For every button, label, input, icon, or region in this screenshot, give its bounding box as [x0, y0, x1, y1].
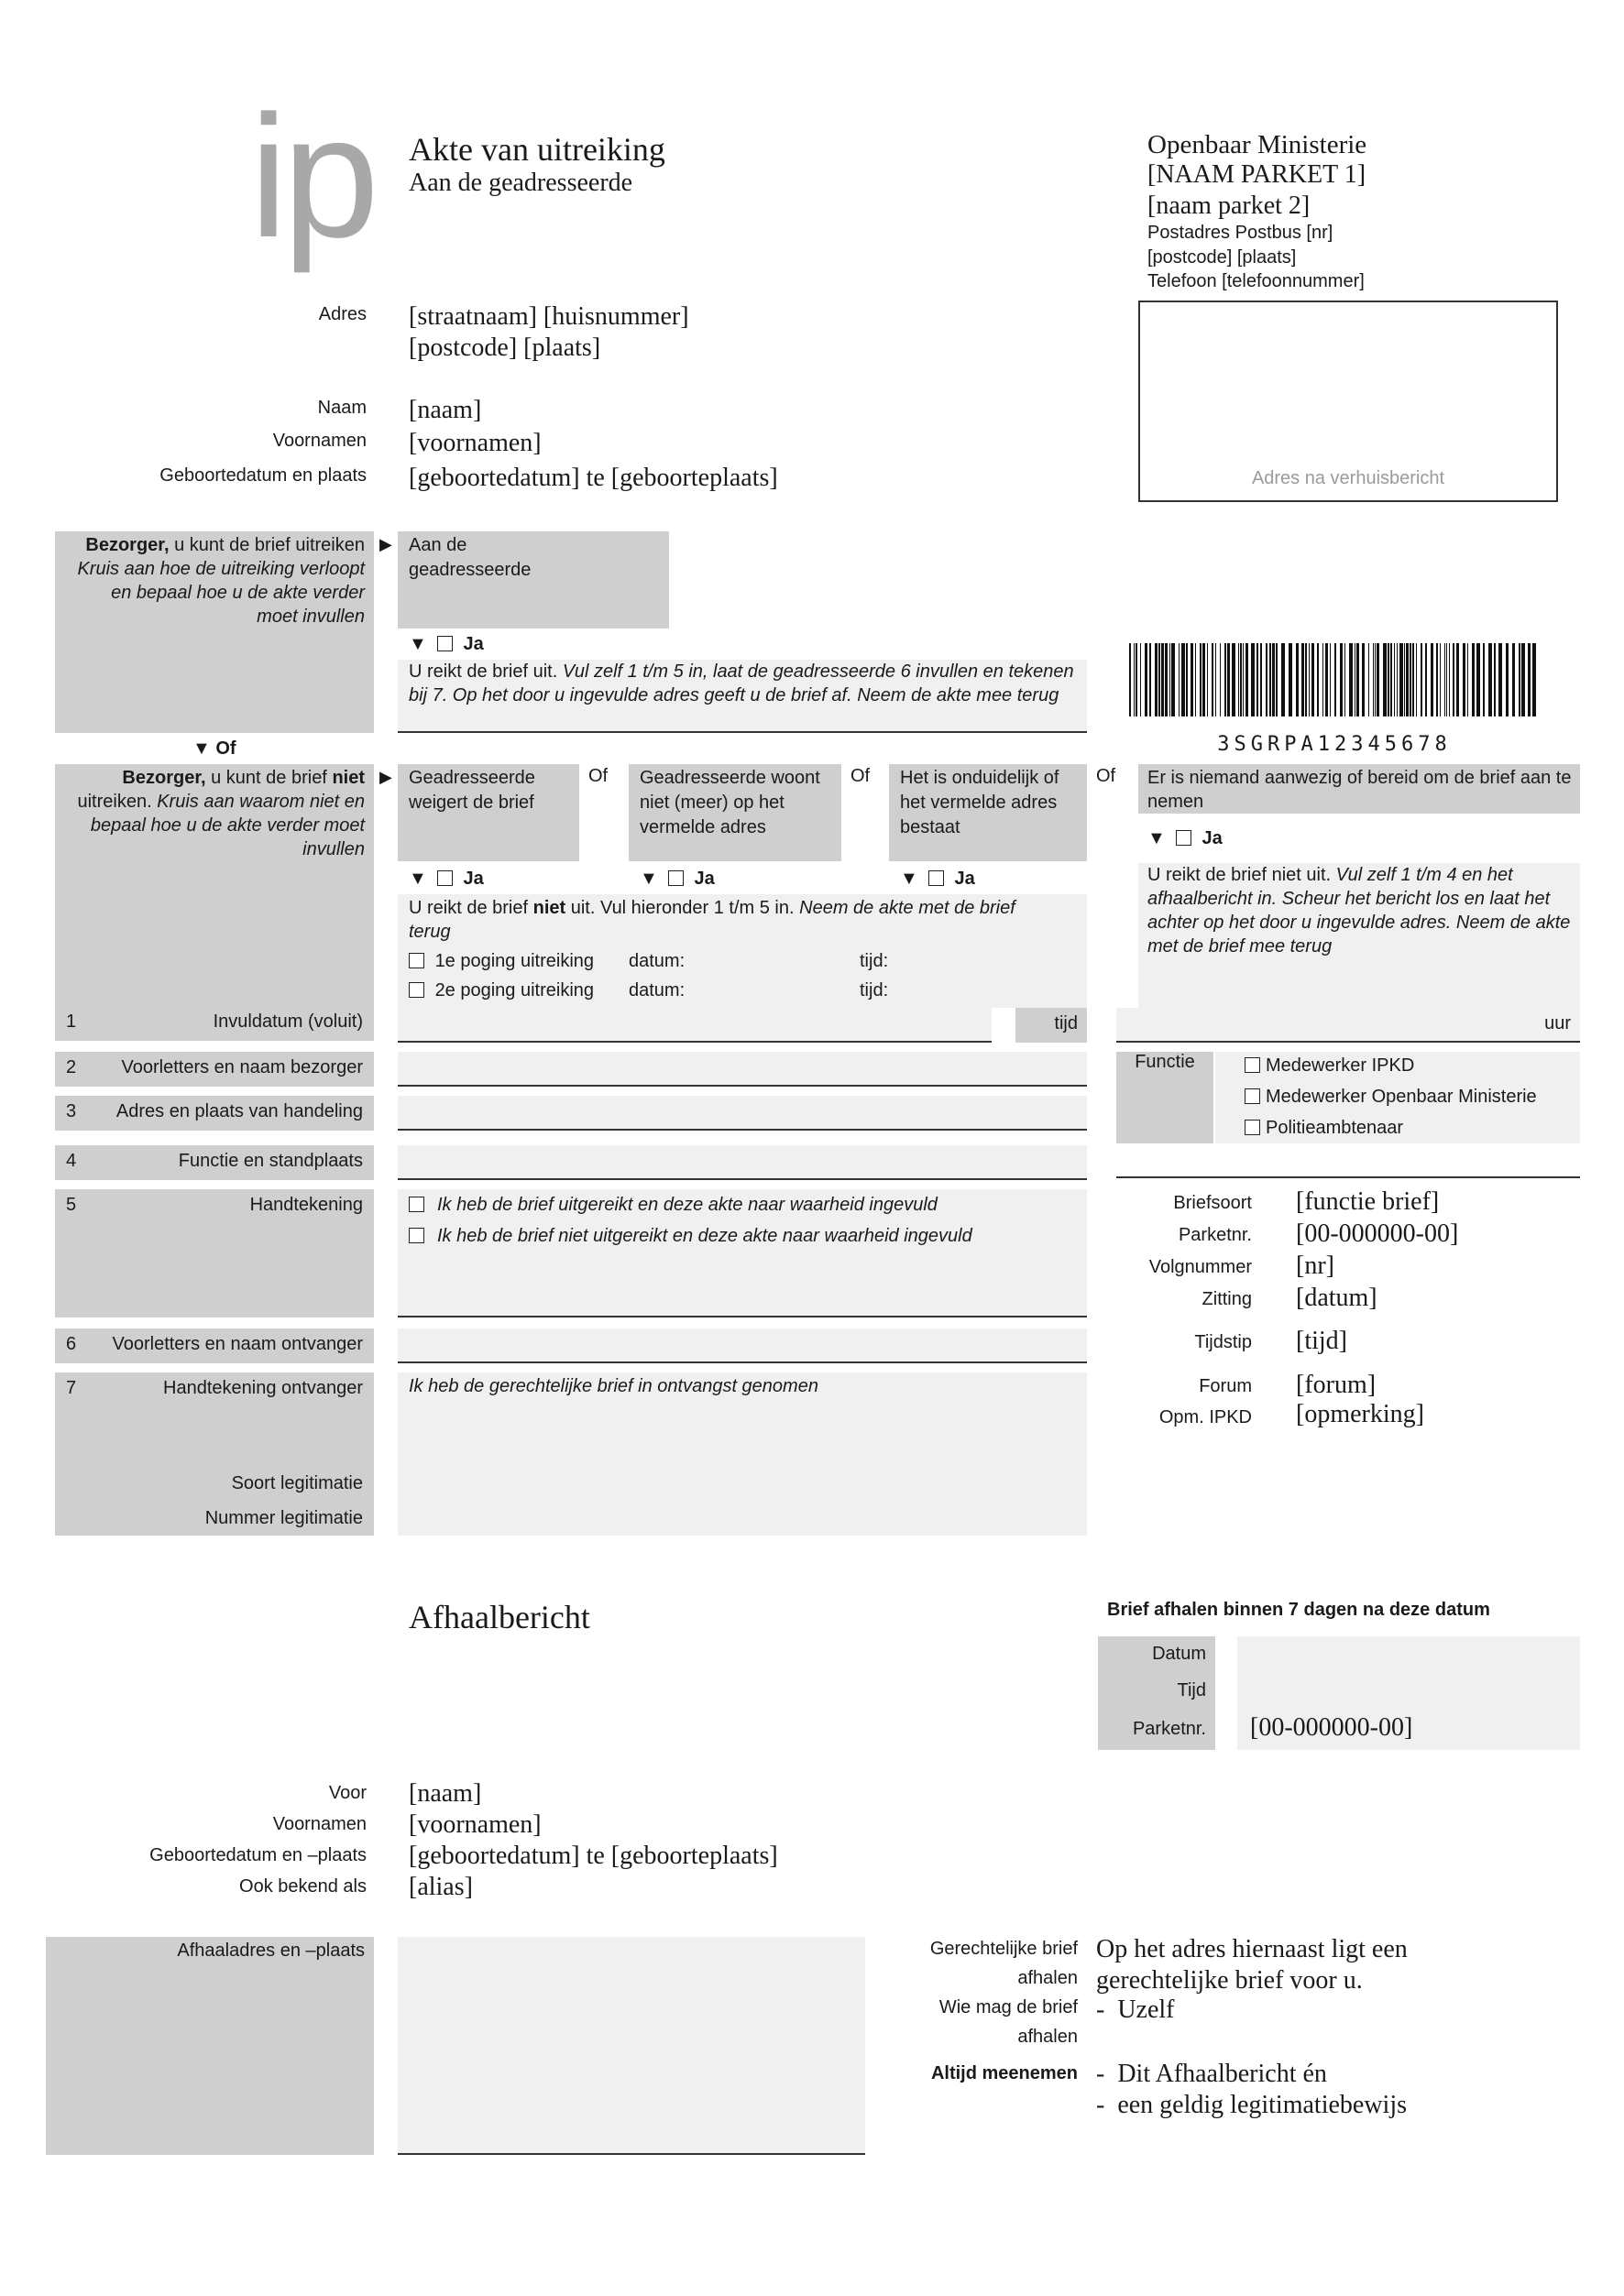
barcode-bar — [1373, 643, 1374, 716]
divider — [398, 1129, 1087, 1131]
barcode-bar — [1449, 643, 1450, 716]
voornamen-label: Voornamen — [272, 431, 367, 451]
row-5-number: 5 — [66, 1195, 77, 1215]
row-6-label — [55, 1328, 374, 1363]
poging-1-label: 1e poging uitreiking — [434, 951, 595, 971]
afhaalbericht-title: Afhaalbericht — [409, 1599, 590, 1635]
handtekening-opt-1[interactable] — [409, 1195, 938, 1216]
barcode-bar — [1276, 643, 1278, 716]
barcode-bar — [1436, 643, 1438, 716]
afhaal-label-box — [1098, 1636, 1215, 1750]
barcode-bar — [1394, 643, 1395, 716]
barcode-bar — [1158, 643, 1160, 716]
instr-b-italic: Neem de akte met de brief terug — [409, 898, 1015, 942]
ja-checkbox-b3[interactable] — [900, 869, 975, 890]
divider — [398, 1041, 992, 1043]
barcode-bar — [1195, 643, 1196, 716]
barcode-bar — [1260, 643, 1262, 716]
arrow-right-icon: ▶ — [379, 535, 392, 553]
barcode-bar — [1171, 643, 1175, 716]
bezorger-label-b: Bezorger, — [122, 768, 206, 788]
barcode-bar — [1368, 643, 1369, 716]
barcode-bar — [1296, 643, 1299, 716]
bezorger-label: Bezorger, — [85, 535, 170, 555]
barcode — [1129, 643, 1540, 716]
barcode-bar — [1476, 643, 1480, 716]
row-4-label — [55, 1145, 374, 1180]
handtekening-field[interactable] — [398, 1189, 1087, 1316]
option-woont-niet[interactable] — [629, 764, 841, 861]
voor-value: [naam] — [409, 1779, 482, 1808]
barcode-bar — [1256, 643, 1258, 716]
opm-label: Opm. IPKD — [1158, 1407, 1252, 1427]
bezorger-text-b1: u kunt de brief — [205, 768, 333, 788]
barcode-bar — [1305, 643, 1307, 716]
barcode-bar — [1506, 643, 1509, 716]
ja-checkbox-b4[interactable] — [1147, 828, 1223, 849]
barcode-bar — [1344, 643, 1345, 716]
option-onduidelijk-label: Het is onduidelijk of het vermelde adres bestaat — [900, 768, 1059, 837]
zitting-label: Zitting — [1202, 1289, 1252, 1309]
barcode-bar — [1388, 643, 1389, 716]
instruction-uitreiken — [398, 660, 1087, 731]
adres-line-2: [postcode] [plaats] — [409, 333, 601, 362]
functie-options — [1215, 1052, 1580, 1143]
option-niemand-label: Er is niemand aanwezig of bereid om de brief aan te nemen — [1147, 768, 1572, 812]
option-aan-geadresseerde[interactable] — [398, 531, 669, 629]
ja-checkbox-b2[interactable] — [640, 869, 715, 890]
alias-value: [alias] — [409, 1873, 473, 1901]
divider — [1116, 1041, 1580, 1043]
of-label-b3: Of — [1096, 766, 1116, 786]
altijd-1-value: Dit Afhaalbericht én — [1117, 2060, 1327, 2088]
barcode-bar — [1186, 643, 1188, 716]
adres-handeling-field[interactable] — [398, 1096, 1087, 1129]
afhaal-voornamen-value: [voornamen] — [409, 1810, 542, 1839]
handtekening-opt-2[interactable] — [409, 1226, 972, 1247]
barcode-bar — [1227, 643, 1230, 716]
afhaal-value-box[interactable] — [1237, 1636, 1580, 1750]
barcode-bar — [1330, 643, 1331, 716]
barcode-bar — [1512, 643, 1515, 716]
altijd-2: - een geldig legitimatiebewijs — [1096, 2091, 1408, 2119]
barcode-bar — [1224, 643, 1226, 716]
barcode-bar — [1431, 643, 1433, 716]
afhaal-voornamen-label: Voornamen — [272, 1814, 367, 1834]
instruction-niet-uitreiken — [398, 894, 1087, 1008]
barcode-bar — [1390, 643, 1392, 716]
tijdstip-value: [tijd] — [1296, 1327, 1347, 1355]
functie-politie[interactable] — [1245, 1118, 1403, 1139]
checkbox-icon — [437, 870, 453, 886]
ja-label: Ja — [463, 634, 484, 654]
nummer-legitimatie-label: Nummer legitimatie — [204, 1508, 363, 1528]
afhaal-parketnr-value: [00-000000-00] — [1250, 1713, 1413, 1742]
ger-brief-label-1: Gerechtelijke brief — [929, 1939, 1078, 1959]
parketnr-label: Parketnr. — [1178, 1225, 1252, 1245]
afhaal-geboorte-value: [geboortedatum] te [geboorteplaats] — [409, 1842, 778, 1870]
barcode-bar — [1334, 643, 1336, 716]
barcode-bar — [1519, 643, 1520, 716]
barcode-bar — [1322, 643, 1323, 716]
barcode-bar — [1467, 643, 1468, 716]
divider — [398, 2153, 865, 2155]
invuldatum-field[interactable] — [398, 1008, 992, 1043]
poging-2[interactable] — [409, 980, 594, 1001]
functie-om-label: Medewerker Openbaar Ministerie — [1266, 1087, 1537, 1107]
bezorger-uitreiken-panel — [55, 531, 374, 733]
barcode-bar — [1145, 643, 1147, 716]
row-4-number: 4 — [66, 1151, 77, 1171]
ip-logo: ip — [249, 80, 374, 274]
checkbox-icon — [1245, 1120, 1260, 1135]
row-5-label — [55, 1189, 374, 1317]
naam-value: [naam] — [409, 396, 482, 424]
wie-label-1: Wie mag de brief — [938, 1997, 1078, 2017]
divider — [398, 1178, 1087, 1180]
row-7-label — [55, 1372, 374, 1536]
poging-1-tijd: tijd: — [860, 951, 889, 971]
divider — [1116, 1176, 1580, 1178]
uur-field[interactable] — [1116, 1008, 1580, 1043]
divider — [398, 731, 1087, 733]
barcode-bar — [1483, 643, 1485, 716]
checkbox-icon — [668, 870, 684, 886]
barcode-bar — [1136, 643, 1137, 716]
functie-standplaats-field[interactable] — [398, 1145, 1087, 1178]
bezorger-uitreiken-instruction: Kruis aan hoe de uitreiking verloopt en bepaal hoe u de akte verder moet invullen — [77, 559, 365, 627]
barcode-bar — [1191, 643, 1193, 716]
barcode-bar — [1309, 643, 1310, 716]
checkbox-icon — [437, 636, 453, 651]
arrow-right-icon: ▶ — [379, 768, 392, 786]
uur-label: uur — [1544, 1013, 1571, 1033]
forum-label: Forum — [1199, 1376, 1252, 1396]
ja-label: Ja — [463, 869, 484, 889]
barcode-bar — [1220, 643, 1221, 716]
barcode-bar — [1140, 643, 1141, 716]
tijd-label-box — [1015, 1008, 1087, 1043]
row-2-number: 2 — [66, 1057, 77, 1077]
barcode-bar — [1440, 643, 1441, 716]
ja-label: Ja — [954, 869, 975, 889]
afhaal-datum-label: Datum — [1152, 1644, 1206, 1664]
briefsoort-label: Briefsoort — [1173, 1193, 1252, 1213]
barcode-bar — [1488, 643, 1492, 716]
barcode-bar — [1498, 643, 1502, 716]
naam-bezorger-field[interactable] — [398, 1052, 1087, 1085]
volgnummer-label: Volgnummer — [1148, 1257, 1252, 1277]
alias-label: Ook bekend als — [239, 1876, 367, 1897]
afhaaladres-label: Afhaaladres en –plaats — [177, 1941, 365, 1961]
bezorger-uitreiken-text: u kunt de brief uitreiken — [169, 535, 365, 555]
afhaaladres-label-box — [46, 1937, 374, 2155]
barcode-bar — [1453, 643, 1454, 716]
barcode-bar — [1232, 643, 1235, 716]
row-6-number: 6 — [66, 1334, 77, 1354]
opm-value: [opmerking] — [1296, 1400, 1424, 1428]
barcode-bar — [1325, 643, 1328, 716]
barcode-bar — [1238, 643, 1239, 716]
adres-na-verhuisbericht: Adres na verhuisbericht — [1251, 468, 1445, 488]
of-label-a — [192, 738, 236, 760]
soort-legitimatie-label: Soort legitimatie — [231, 1473, 363, 1493]
poging-1[interactable] — [409, 951, 594, 972]
briefsoort-value: [functie brief] — [1296, 1187, 1440, 1216]
checkbox-icon — [409, 953, 424, 968]
checkbox-icon — [1176, 830, 1191, 846]
poging-2-datum: datum: — [629, 980, 686, 1000]
row-7-text: Handtekening ontvanger — [163, 1378, 363, 1398]
barcode-bar — [1161, 643, 1164, 716]
voornamen-value: [voornamen] — [409, 429, 542, 457]
geboorte-value: [geboortedatum] te [geboorteplaats] — [409, 464, 778, 492]
barcode-bar — [1375, 643, 1376, 716]
org-name: Openbaar Ministerie — [1147, 130, 1367, 159]
ja-checkbox-a[interactable] — [409, 634, 484, 655]
functie-politie-label: Politieambtenaar — [1266, 1118, 1404, 1138]
barcode-bar — [1289, 643, 1292, 716]
barcode-bar — [1349, 643, 1353, 716]
barcode-bar — [1155, 643, 1158, 716]
option-onduidelijk[interactable] — [889, 764, 1087, 861]
option-weigert-label: Geadresseerde weigert de brief — [409, 768, 535, 813]
barcode-bar — [1207, 643, 1208, 716]
parketnr-value: [00-000000-00] — [1296, 1219, 1459, 1248]
barcode-bar — [1412, 643, 1414, 716]
arrow-down-icon: ▼ — [192, 738, 211, 759]
barcode-bar — [1165, 643, 1168, 716]
row-1-text: Invuldatum (voluit) — [213, 1011, 363, 1032]
functie-om[interactable] — [1245, 1087, 1537, 1108]
handtekening-opt-1-label: Ik heb de brief uitgereikt en deze akte naar waarheid ingevuld — [437, 1195, 938, 1215]
poging-2-label: 2e poging uitreiking — [434, 980, 595, 1000]
handtekening-opt-2-label: Ik heb de brief niet uitgereikt en deze akte naar waarheid ingevuld — [437, 1226, 972, 1246]
row-3-label — [55, 1096, 374, 1131]
functie-label: Functie — [1135, 1052, 1195, 1072]
handtekening-ontvanger-field[interactable] — [398, 1372, 1087, 1536]
barcode-bar — [1281, 643, 1285, 716]
checkbox-icon — [928, 870, 944, 886]
document-title: Akte van uitreiking — [409, 131, 665, 168]
barcode-bar — [1472, 643, 1475, 716]
of-label-b1: Of — [588, 766, 609, 786]
barcode-bar — [1240, 643, 1242, 716]
barcode-bar — [1200, 643, 1202, 716]
divider — [398, 1361, 1087, 1363]
instr4-normal: U reikt de brief niet uit. — [1147, 865, 1336, 885]
barcode-bar — [1266, 643, 1267, 716]
barcode-bar — [1311, 643, 1314, 716]
altijd-2-value: een geldig legitimatiebewijs — [1117, 2091, 1408, 2119]
checkbox-icon — [1245, 1057, 1260, 1073]
barcode-bar — [1456, 643, 1459, 716]
poging-2-tijd: tijd: — [860, 980, 889, 1000]
of-text: Of — [215, 738, 236, 759]
row-7-number: 7 — [66, 1378, 77, 1398]
barcode-bar — [1243, 643, 1244, 716]
ontvangst-text: Ik heb de gerechtelijke brief in ontvangst genomen — [409, 1376, 818, 1396]
niet-bold: niet — [332, 768, 365, 788]
checkbox-icon — [409, 982, 424, 998]
row-3-number: 3 — [66, 1101, 77, 1121]
barcode-bar — [1129, 643, 1131, 716]
ger-brief-label-2: afhalen — [1017, 1968, 1078, 1988]
arrow-down-icon: ▼ — [409, 634, 427, 654]
tijdstip-label: Tijdstip — [1194, 1332, 1252, 1352]
row-1-number: 1 — [66, 1011, 77, 1032]
tijd-label: tijd — [1054, 1013, 1078, 1033]
option-niemand[interactable] — [1138, 764, 1580, 814]
barcode-bar — [1377, 643, 1379, 716]
barcode-bar — [1215, 643, 1216, 716]
instr4-italic: Vul zelf 1 t/m 4 en het afhaalbericht in. Scheur het bericht los en laat het achter op het door u ingevulde adres. Neem de akte met de brief mee terug — [1147, 865, 1571, 957]
ja-checkbox-b1[interactable] — [409, 869, 484, 890]
afhaal-tijd-label: Tijd — [1177, 1680, 1206, 1700]
altijd-1: - Dit Afhaalbericht én — [1096, 2060, 1327, 2088]
parket-1: [NAAM PARKET 1] — [1147, 160, 1366, 189]
barcode-bar — [1134, 643, 1135, 716]
arrow-down-icon: ▼ — [409, 869, 427, 889]
barcode-bar — [1494, 643, 1496, 716]
barcode-bar — [1446, 643, 1447, 716]
arrow-down-icon: ▼ — [1147, 828, 1166, 848]
barcode-bar — [1340, 643, 1343, 716]
barcode-bar — [1317, 643, 1319, 716]
barcode-bar — [1272, 643, 1275, 716]
ger-brief-text-2: gerechtelijke brief voor u. — [1096, 1966, 1363, 1995]
barcode-bar — [1269, 643, 1271, 716]
bezorger-niet-instruction: Kruis aan waarom niet en bepaal hoe u de akte verder moet invullen — [90, 792, 365, 859]
naam-label: Naam — [317, 398, 367, 418]
barcode-bar — [1179, 643, 1180, 716]
option-aan-geadresseerde-label: Aan de geadresseerde — [409, 535, 532, 580]
poging-1-datum: datum: — [629, 951, 686, 971]
barcode-bar — [1404, 643, 1405, 716]
instr-b-niet: niet — [532, 898, 566, 918]
wie-text-value: Uzelf — [1117, 1995, 1175, 2024]
forum-value: [forum] — [1296, 1371, 1377, 1399]
telefoon: Telefoon [telefoonnummer] — [1147, 271, 1365, 291]
barcode-bar — [1425, 643, 1427, 716]
row-6-text: Voorletters en naam ontvanger — [112, 1334, 363, 1354]
postcode-plaats: [postcode] [plaats] — [1147, 247, 1297, 268]
voor-label: Voor — [328, 1783, 367, 1803]
wie-text: - Uzelf — [1096, 1995, 1175, 2024]
functie-label-box — [1116, 1052, 1213, 1143]
arrow-down-icon: ▼ — [640, 869, 658, 889]
parket-2: [naam parket 2] — [1147, 191, 1311, 220]
functie-ipkd-label: Medewerker IPKD — [1266, 1055, 1415, 1076]
barcode-text: 3SGRPA12345678 — [1217, 733, 1452, 756]
geboorte-label: Geboortedatum en plaats — [159, 465, 367, 486]
barcode-bar — [1356, 643, 1359, 716]
volgnummer-value: [nr] — [1296, 1252, 1334, 1280]
barcode-bar — [1202, 643, 1205, 716]
document-subtitle: Aan de geadresseerde — [409, 169, 633, 197]
of-label-b2: Of — [850, 766, 871, 786]
row-5-text: Handtekening — [249, 1195, 363, 1215]
instr-italic: Vul zelf 1 t/m 5 in, laat de geadresseerde 6 invullen en tekenen bij 7. Op het door u ingevulde adres geeft u de brief af. Neem de akte mee terug — [409, 661, 1074, 705]
barcode-bar — [1463, 643, 1465, 716]
afhaaladres-field[interactable] — [398, 1937, 865, 2155]
address-window — [1138, 301, 1558, 502]
instr-b-b: uit. Vul hieronder 1 t/m 5 in. — [565, 898, 800, 918]
barcode-bar — [1245, 643, 1248, 716]
instruction-niemand — [1138, 863, 1580, 1008]
row-2-text: Voorletters en naam bezorger — [121, 1057, 363, 1077]
barcode-bar — [1212, 643, 1213, 716]
barcode-bar — [1181, 643, 1185, 716]
zitting-value: [datum] — [1296, 1284, 1377, 1312]
barcode-bar — [1301, 643, 1304, 716]
barcode-bar — [1149, 643, 1151, 716]
barcode-bar — [1410, 643, 1411, 716]
row-4-text: Functie en standplaats — [178, 1151, 363, 1171]
divider — [398, 1316, 1087, 1317]
afhaal-geboorte-label: Geboortedatum en –plaats — [149, 1845, 367, 1865]
ja-label: Ja — [1202, 828, 1223, 848]
barcode-bar — [1383, 643, 1387, 716]
functie-ipkd[interactable] — [1245, 1055, 1414, 1077]
instr-b-a: U reikt de brief — [409, 898, 533, 918]
bezorger-text-b2: uitreiken. — [77, 792, 158, 812]
barcode-bar — [1399, 643, 1403, 716]
adres-line-1: [straatnaam] [huisnummer] — [409, 302, 689, 331]
checkbox-icon — [409, 1197, 424, 1212]
barcode-bar — [1444, 643, 1445, 716]
barcode-bar — [1416, 643, 1417, 716]
option-woont-niet-label: Geadresseerde woont niet (meer) op het vermelde adres — [640, 768, 820, 837]
row-3-text: Adres en plaats van handeling — [115, 1101, 363, 1121]
barcode-bar — [1421, 643, 1422, 716]
ja-label: Ja — [694, 869, 715, 889]
barcode-bar — [1528, 643, 1531, 716]
barcode-bar — [1397, 643, 1398, 716]
afhaal-parketnr-label: Parketnr. — [1132, 1719, 1206, 1739]
afhaal-deadline: Brief afhalen binnen 7 dagen na deze datum — [1107, 1600, 1490, 1620]
naam-ontvanger-field[interactable] — [398, 1328, 1087, 1361]
barcode-bar — [1251, 643, 1255, 716]
checkbox-icon — [409, 1228, 424, 1243]
barcode-bar — [1169, 643, 1170, 716]
row-2-label — [55, 1052, 374, 1087]
adres-label: Adres — [318, 304, 367, 324]
checkbox-icon — [1245, 1088, 1260, 1104]
ger-brief-text-1: Op het adres hiernaast ligt een — [1096, 1935, 1408, 1963]
option-weigert[interactable] — [398, 764, 579, 861]
instr-normal: U reikt de brief uit. — [409, 661, 563, 682]
bezorger-niet-uitreiken-panel — [55, 764, 374, 999]
wie-label-2: afhalen — [1017, 2027, 1078, 2047]
barcode-bar — [1521, 643, 1525, 716]
altijd-label: Altijd meenemen — [930, 2063, 1078, 2083]
barcode-bar — [1362, 643, 1365, 716]
barcode-bar — [1532, 643, 1536, 716]
barcode-bar — [1406, 643, 1409, 716]
postadres: Postadres Postbus [nr] — [1147, 223, 1333, 243]
arrow-down-icon: ▼ — [900, 869, 918, 889]
divider — [398, 1085, 1087, 1087]
